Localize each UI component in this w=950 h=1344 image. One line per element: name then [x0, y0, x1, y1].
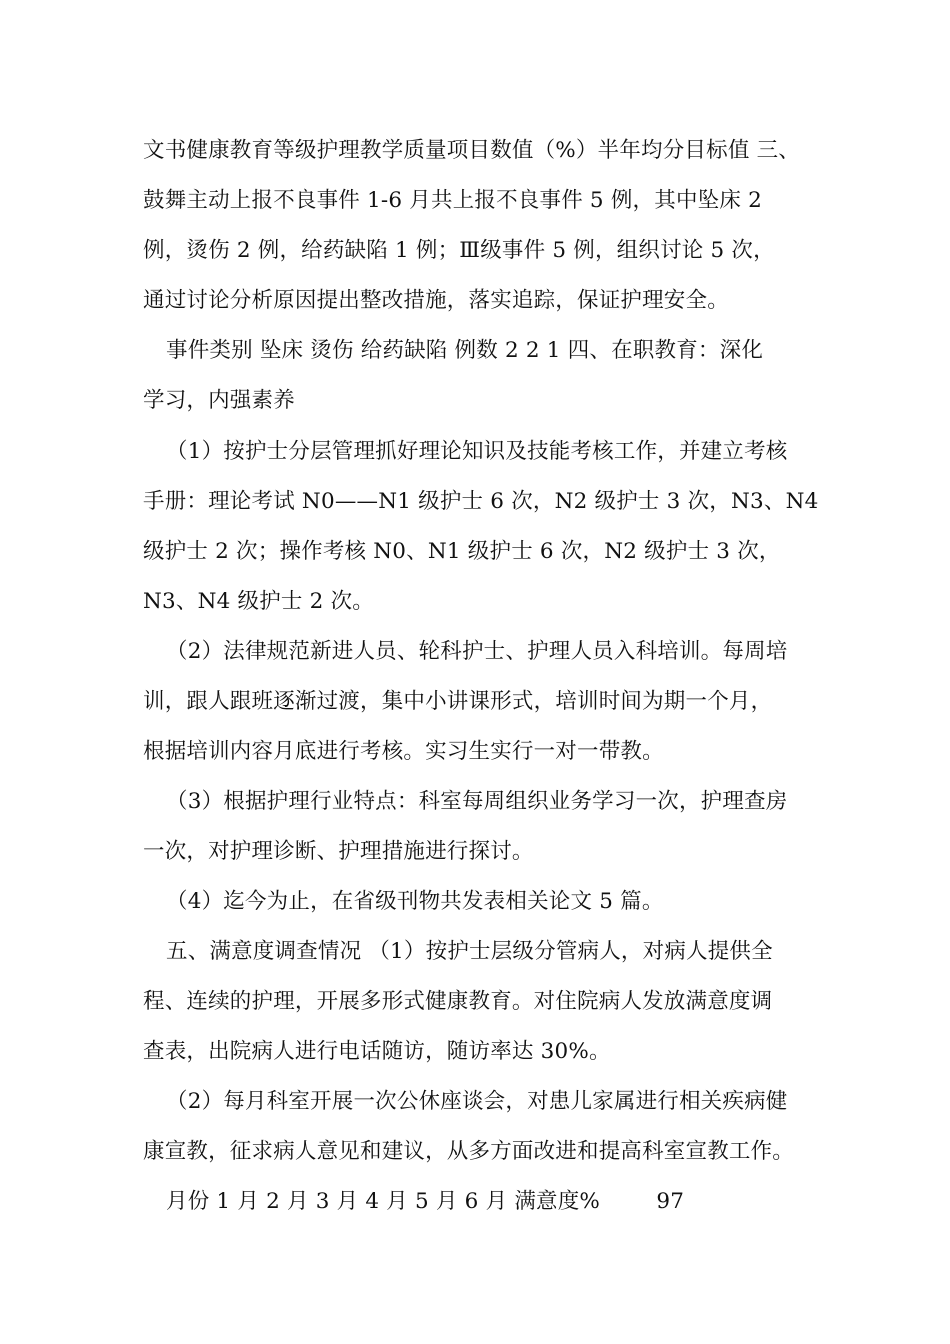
text-line: 级护士 2 次；操作考核 N0、N1 级护士 6 次，N2 级护士 3 次， [143, 539, 781, 564]
text-line: 一次，对护理诊断、护理措施进行探讨。 [143, 839, 534, 864]
text-line: 文书健康教育等级护理教学质量项目数值（%）半年均分目标值 三、 [143, 138, 800, 163]
text-line: 手册：理论考试 N0——N1 级护士 6 次，N2 级护士 3 次，N3、N4 [143, 489, 819, 514]
text-line: （2）法律规范新进人员、轮科护士、护理人员入科培训。每周培 [166, 639, 788, 664]
text-line: 月份 1 月 2 月 3 月 4 月 5 月 6 月 满意度% 97 [166, 1189, 685, 1214]
text-line: （2）每月科室开展一次公休座谈会，对患儿家属进行相关疾病健 [166, 1089, 788, 1114]
text-line: 康宣教，征求病人意见和建议，从多方面改进和提高科室宣教工作。 [143, 1139, 795, 1164]
text-line: 通过讨论分析原因提出整改措施，落实追踪，保证护理安全。 [143, 288, 729, 313]
text-line: （3）根据护理行业特点：科室每周组织业务学习一次，护理查房 [166, 789, 788, 814]
text-line: 根据培训内容月底进行考核。实习生实行一对一带教。 [143, 739, 664, 764]
text-line: （4）迄今为止，在省级刊物共发表相关论文 5 篇。 [166, 889, 664, 914]
text-line: 查表，出院病人进行电话随访，随访率达 30%。 [143, 1039, 611, 1064]
text-line: 鼓舞主动上报不良事件 1-6 月共上报不良事件 5 例，其中坠床 2 [143, 188, 762, 213]
text-line: 例，烫伤 2 例，给药缺陷 1 例；Ⅲ级事件 5 例，组织讨论 5 次， [143, 238, 775, 263]
text-line: 五、满意度调查情况 （1）按护士层级分管病人，对病人提供全 [166, 939, 773, 964]
text-line: 训，跟人跟班逐渐过渡，集中小讲课形式，培训时间为期一个月， [143, 689, 773, 714]
text-line: （1）按护士分层管理抓好理论知识及技能考核工作，并建立考核 [166, 439, 788, 464]
text-line: 学习，内强素养 [143, 388, 295, 413]
text-line: 程、连续的护理，开展多形式健康教育。对住院病人发放满意度调 [143, 989, 773, 1014]
text-line: N3、N4 级护士 2 次。 [143, 589, 374, 614]
text-line: 事件类别 坠床 烫伤 给药缺陷 例数 2 2 1 四、在职教育：深化 [166, 338, 764, 363]
